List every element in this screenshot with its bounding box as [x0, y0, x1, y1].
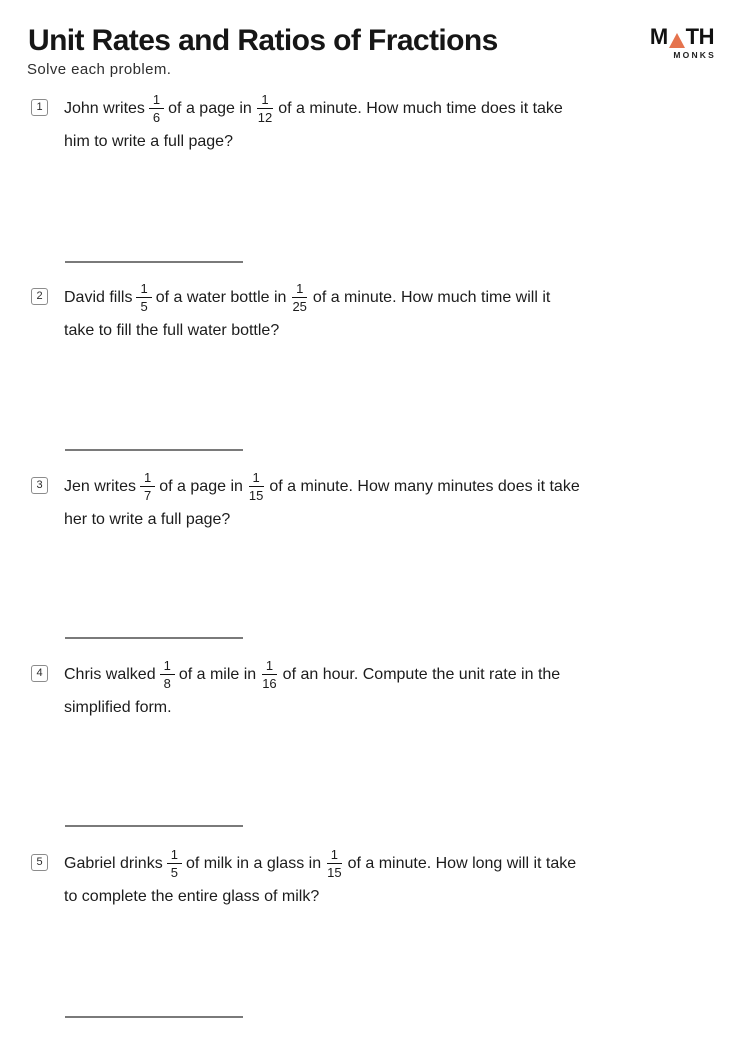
text-segment: of an hour. Compute the unit rate in the — [282, 666, 561, 683]
text-segment: of a page in — [159, 478, 243, 495]
fraction-denominator: 15 — [248, 487, 264, 503]
problem-number: 5 — [31, 854, 48, 871]
problem-text — [64, 847, 706, 913]
logo-letters-th: TH — [685, 24, 714, 49]
triangle-icon — [669, 33, 685, 48]
answer-line — [65, 637, 243, 639]
fraction — [260, 659, 278, 690]
logo-wordmark — [650, 26, 714, 48]
problem-4 — [31, 658, 706, 724]
problem-5 — [31, 847, 706, 913]
instructions: Solve each problem. — [27, 61, 172, 78]
fraction — [325, 848, 343, 879]
fraction — [290, 282, 308, 313]
fraction-numerator: 1 — [327, 848, 342, 864]
logo-subtext: MONKS — [673, 50, 716, 60]
fraction — [160, 659, 175, 690]
problem-text — [64, 658, 706, 724]
fraction-denominator: 25 — [292, 298, 307, 314]
problem-text — [64, 92, 706, 158]
fraction-denominator: 15 — [327, 864, 342, 880]
text-segment: simplified form. — [64, 699, 172, 716]
fraction-numerator: 1 — [167, 848, 182, 864]
problem-number: 3 — [31, 477, 48, 494]
page-title: Unit Rates and Ratios of Fractions — [28, 24, 498, 57]
mathmonks-logo — [650, 26, 714, 60]
answer-line — [65, 449, 243, 451]
text-segment: of a minute. How long will it take — [347, 855, 577, 872]
fraction — [149, 93, 164, 124]
fraction-numerator: 1 — [257, 93, 272, 109]
fraction-denominator: 5 — [140, 298, 148, 314]
problem-2 — [31, 281, 706, 347]
fraction-numerator: 1 — [149, 93, 164, 109]
text-segment: David fills — [64, 289, 133, 306]
logo-letter-m: M — [649, 24, 668, 49]
fraction-numerator: 1 — [292, 282, 307, 298]
problem-number: 1 — [31, 99, 48, 116]
fraction-numerator: 1 — [160, 659, 175, 675]
answer-line — [65, 825, 243, 827]
text-segment: to complete the entire glass of milk? — [64, 888, 320, 905]
fraction-denominator: 5 — [170, 864, 178, 880]
text-segment: of a minute. How much time will it — [312, 289, 551, 306]
problem-text — [64, 470, 706, 536]
problem-1 — [31, 92, 706, 158]
fraction-denominator: 6 — [152, 109, 161, 125]
text-segment: of a minute. How much time does it take — [278, 100, 563, 117]
fraction — [136, 282, 151, 313]
fraction-numerator: 1 — [249, 471, 264, 487]
fraction-denominator: 7 — [144, 487, 152, 503]
text-segment: of a minute. How many minutes does it take — [269, 478, 580, 495]
problem-number: 2 — [31, 288, 48, 305]
text-segment: of a water bottle in — [155, 289, 287, 306]
text-segment: Chris walked — [64, 666, 156, 683]
fraction — [140, 471, 155, 502]
text-segment: take to fill the full water bottle? — [64, 322, 280, 339]
fraction-denominator: 12 — [257, 109, 273, 125]
text-segment: of a page in — [168, 100, 252, 117]
text-segment: John writes — [64, 100, 145, 117]
fraction-denominator: 8 — [163, 675, 171, 691]
problem-3 — [31, 470, 706, 536]
fraction-numerator: 1 — [140, 471, 155, 487]
fraction-numerator: 1 — [136, 282, 151, 298]
text-segment: Gabriel drinks — [64, 855, 163, 872]
text-segment: him to write a full page? — [64, 133, 233, 150]
fraction — [256, 93, 274, 124]
text-segment: of a mile in — [178, 666, 257, 683]
answer-line — [65, 261, 243, 263]
answer-line — [65, 1016, 243, 1018]
fraction — [167, 848, 182, 879]
fraction — [247, 471, 265, 502]
text-segment: her to write a full page? — [64, 511, 231, 528]
text-segment: Jen writes — [64, 478, 137, 495]
fraction-denominator: 16 — [262, 675, 277, 691]
fraction-numerator: 1 — [262, 659, 277, 675]
problem-number: 4 — [31, 665, 48, 682]
problem-text — [64, 281, 706, 347]
text-segment: of milk in a glass in — [185, 855, 322, 872]
